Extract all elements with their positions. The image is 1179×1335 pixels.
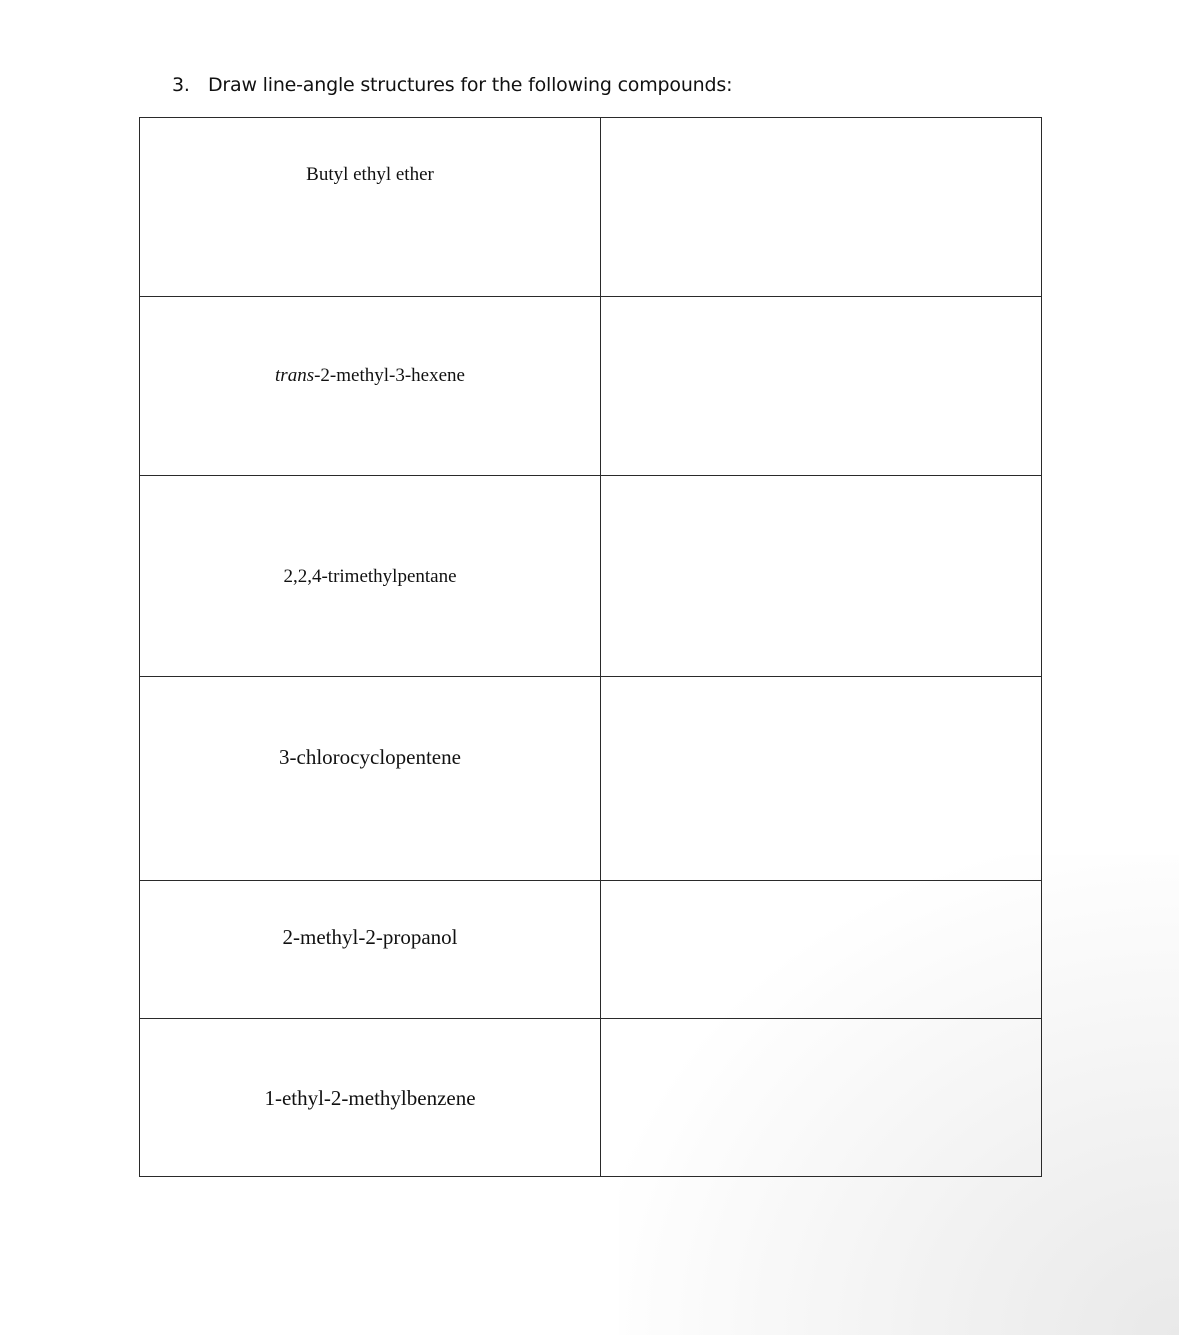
compounds-table — [139, 117, 1042, 1177]
compound-name-cell — [140, 677, 601, 881]
table-row — [140, 297, 1042, 476]
compound-name-cell — [140, 476, 601, 677]
compound-name-cell — [140, 118, 601, 297]
answer-cell[interactable] — [601, 1019, 1042, 1177]
compound-name-prefix: trans — [275, 365, 315, 386]
compound-name-text: Butyl ethyl ether — [306, 164, 434, 185]
compound-name-text: -2-methyl-3-hexene — [314, 365, 465, 386]
answer-cell[interactable] — [601, 297, 1042, 476]
compound-name — [140, 745, 600, 770]
answer-cell[interactable] — [601, 677, 1042, 881]
question-text: Draw line-angle structures for the following compounds: — [208, 74, 733, 96]
compound-name — [140, 164, 600, 186]
compound-name-text: 2-methyl-2-propanol — [282, 925, 458, 949]
answer-cell[interactable] — [601, 476, 1042, 677]
compound-name-cell — [140, 1019, 601, 1177]
question-heading — [172, 74, 732, 96]
compound-name-cell — [140, 297, 601, 476]
compound-name-cell — [140, 881, 601, 1019]
compound-name-text: 1-ethyl-2-methylbenzene — [264, 1086, 476, 1110]
compound-name — [140, 566, 600, 588]
table-row — [140, 476, 1042, 677]
compound-name — [140, 925, 600, 950]
compound-name-text: 2,2,4-trimethylpentane — [283, 566, 457, 587]
answer-cell[interactable] — [601, 881, 1042, 1019]
table-row — [140, 1019, 1042, 1177]
question-number: 3. — [172, 74, 190, 96]
answer-cell[interactable] — [601, 118, 1042, 297]
compound-name-text: 3-chlorocyclopentene — [279, 745, 461, 769]
table-row — [140, 118, 1042, 297]
compound-name — [140, 365, 600, 387]
table-row — [140, 677, 1042, 881]
compound-name — [140, 1086, 600, 1111]
table-row — [140, 881, 1042, 1019]
